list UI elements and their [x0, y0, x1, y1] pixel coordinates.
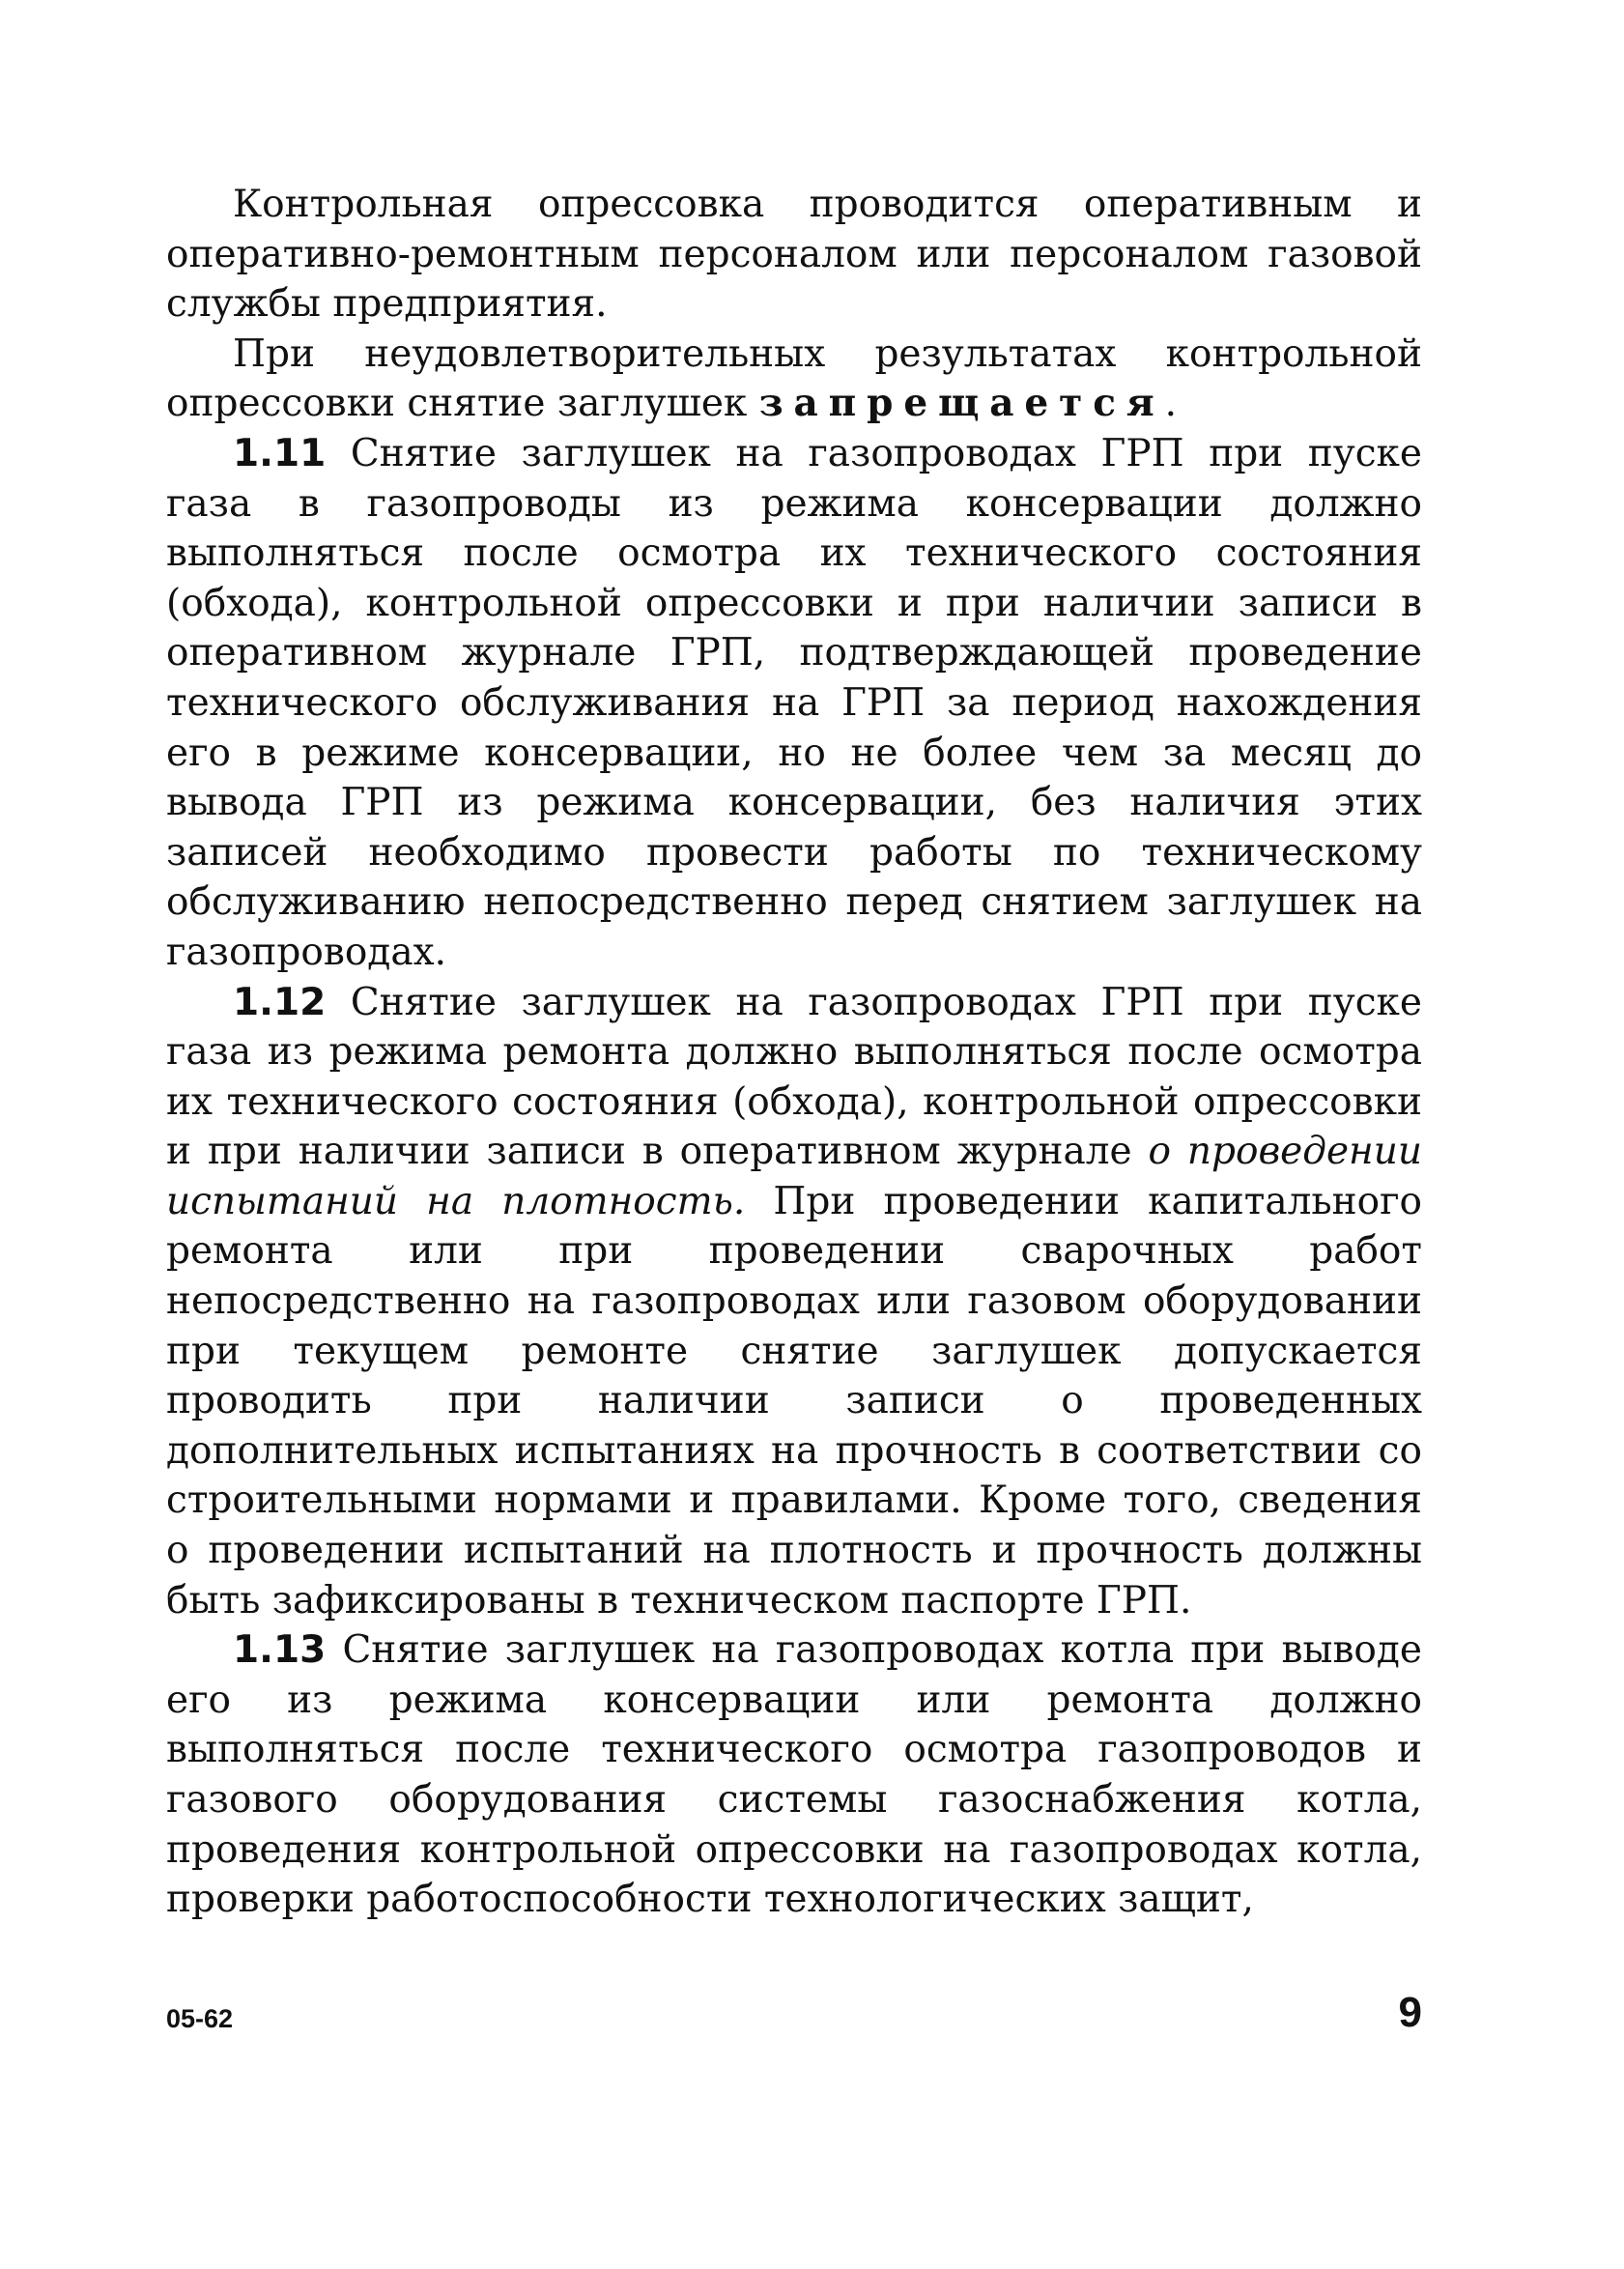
- clause-1-13: [166, 1625, 1422, 1925]
- paragraph-control-pressure-test: [166, 180, 1422, 330]
- body-text: [166, 180, 1422, 1925]
- paragraph-text: Контрольная опрессовка проводится оперативным и оперативно-ремонтным персоналом или персоналом газовой службы предприятия.: [166, 183, 1422, 327]
- clause-1-11: [166, 429, 1422, 978]
- page-number: 9: [1398, 1989, 1422, 2036]
- clause-number: 1.12: [233, 980, 327, 1024]
- footer-document-code: 05-62: [166, 2004, 234, 2033]
- paragraph-text-end: .: [1164, 382, 1178, 426]
- clause-number: 1.13: [233, 1628, 327, 1673]
- clause-text: Снятие заглушек на газопроводах ГРП при пуске газа из режима ремонта должно выполняться после осмотра их технического состояния (обхода), контрольной опрессовки и при наличии записи в оперативном журнале: [166, 980, 1422, 1174]
- clause-text-continued: При проведении капитального ремонта или при проведении сварочных работ непосредственно на газопроводах или газовом оборудовании при текущем ремонте снятие заглушек допускается проводить при наличии записи о проведенных дополнительных испытаниях на прочность в соответствии со строительными нормами и правилами. Кроме того, сведения о проведении испытаний на плотность и прочность должны быть зафиксированы в техническом паспорте ГРП.: [166, 1179, 1422, 1623]
- clause-italic-text: о проведении испытаний на плотность.: [166, 1130, 1422, 1223]
- paragraph-unsatisfactory-results: [166, 330, 1422, 429]
- paragraph-text: При неудовлетворительных результатах контрольной опрессовки снятие заглушек: [166, 331, 1422, 426]
- clause-text: Снятие заглушек на газопроводах котла при выводе его из режима консервации или ремонта должно выполняться после технического осмотра газопроводов и газового оборудования системы газоснабжения котла, проведения контрольной опрессовки на газопроводах котла, проверки работоспособности технологических защит,: [166, 1628, 1422, 1922]
- clause-number: 1.11: [233, 431, 327, 475]
- clause-1-12: [166, 978, 1422, 1626]
- emphasis-prohibited: запрещается: [758, 381, 1165, 426]
- clause-text: Снятие заглушек на газопроводах ГРП при пуске газа в газопроводы из режима консервации должно выполняться после осмотра их технического состояния (обхода), контрольной опрессовки и при наличии записи в оперативном журнале ГРП, подтверждающей проведение технического обслуживания на ГРП за период нахождения его в режиме консервации, но не более чем за месяц до вывода ГРП из режима консервации, без наличия этих записей необходимо провести работы по техническому обслуживанию непосредственно перед снятием заглушек на газопроводах.: [166, 431, 1422, 974]
